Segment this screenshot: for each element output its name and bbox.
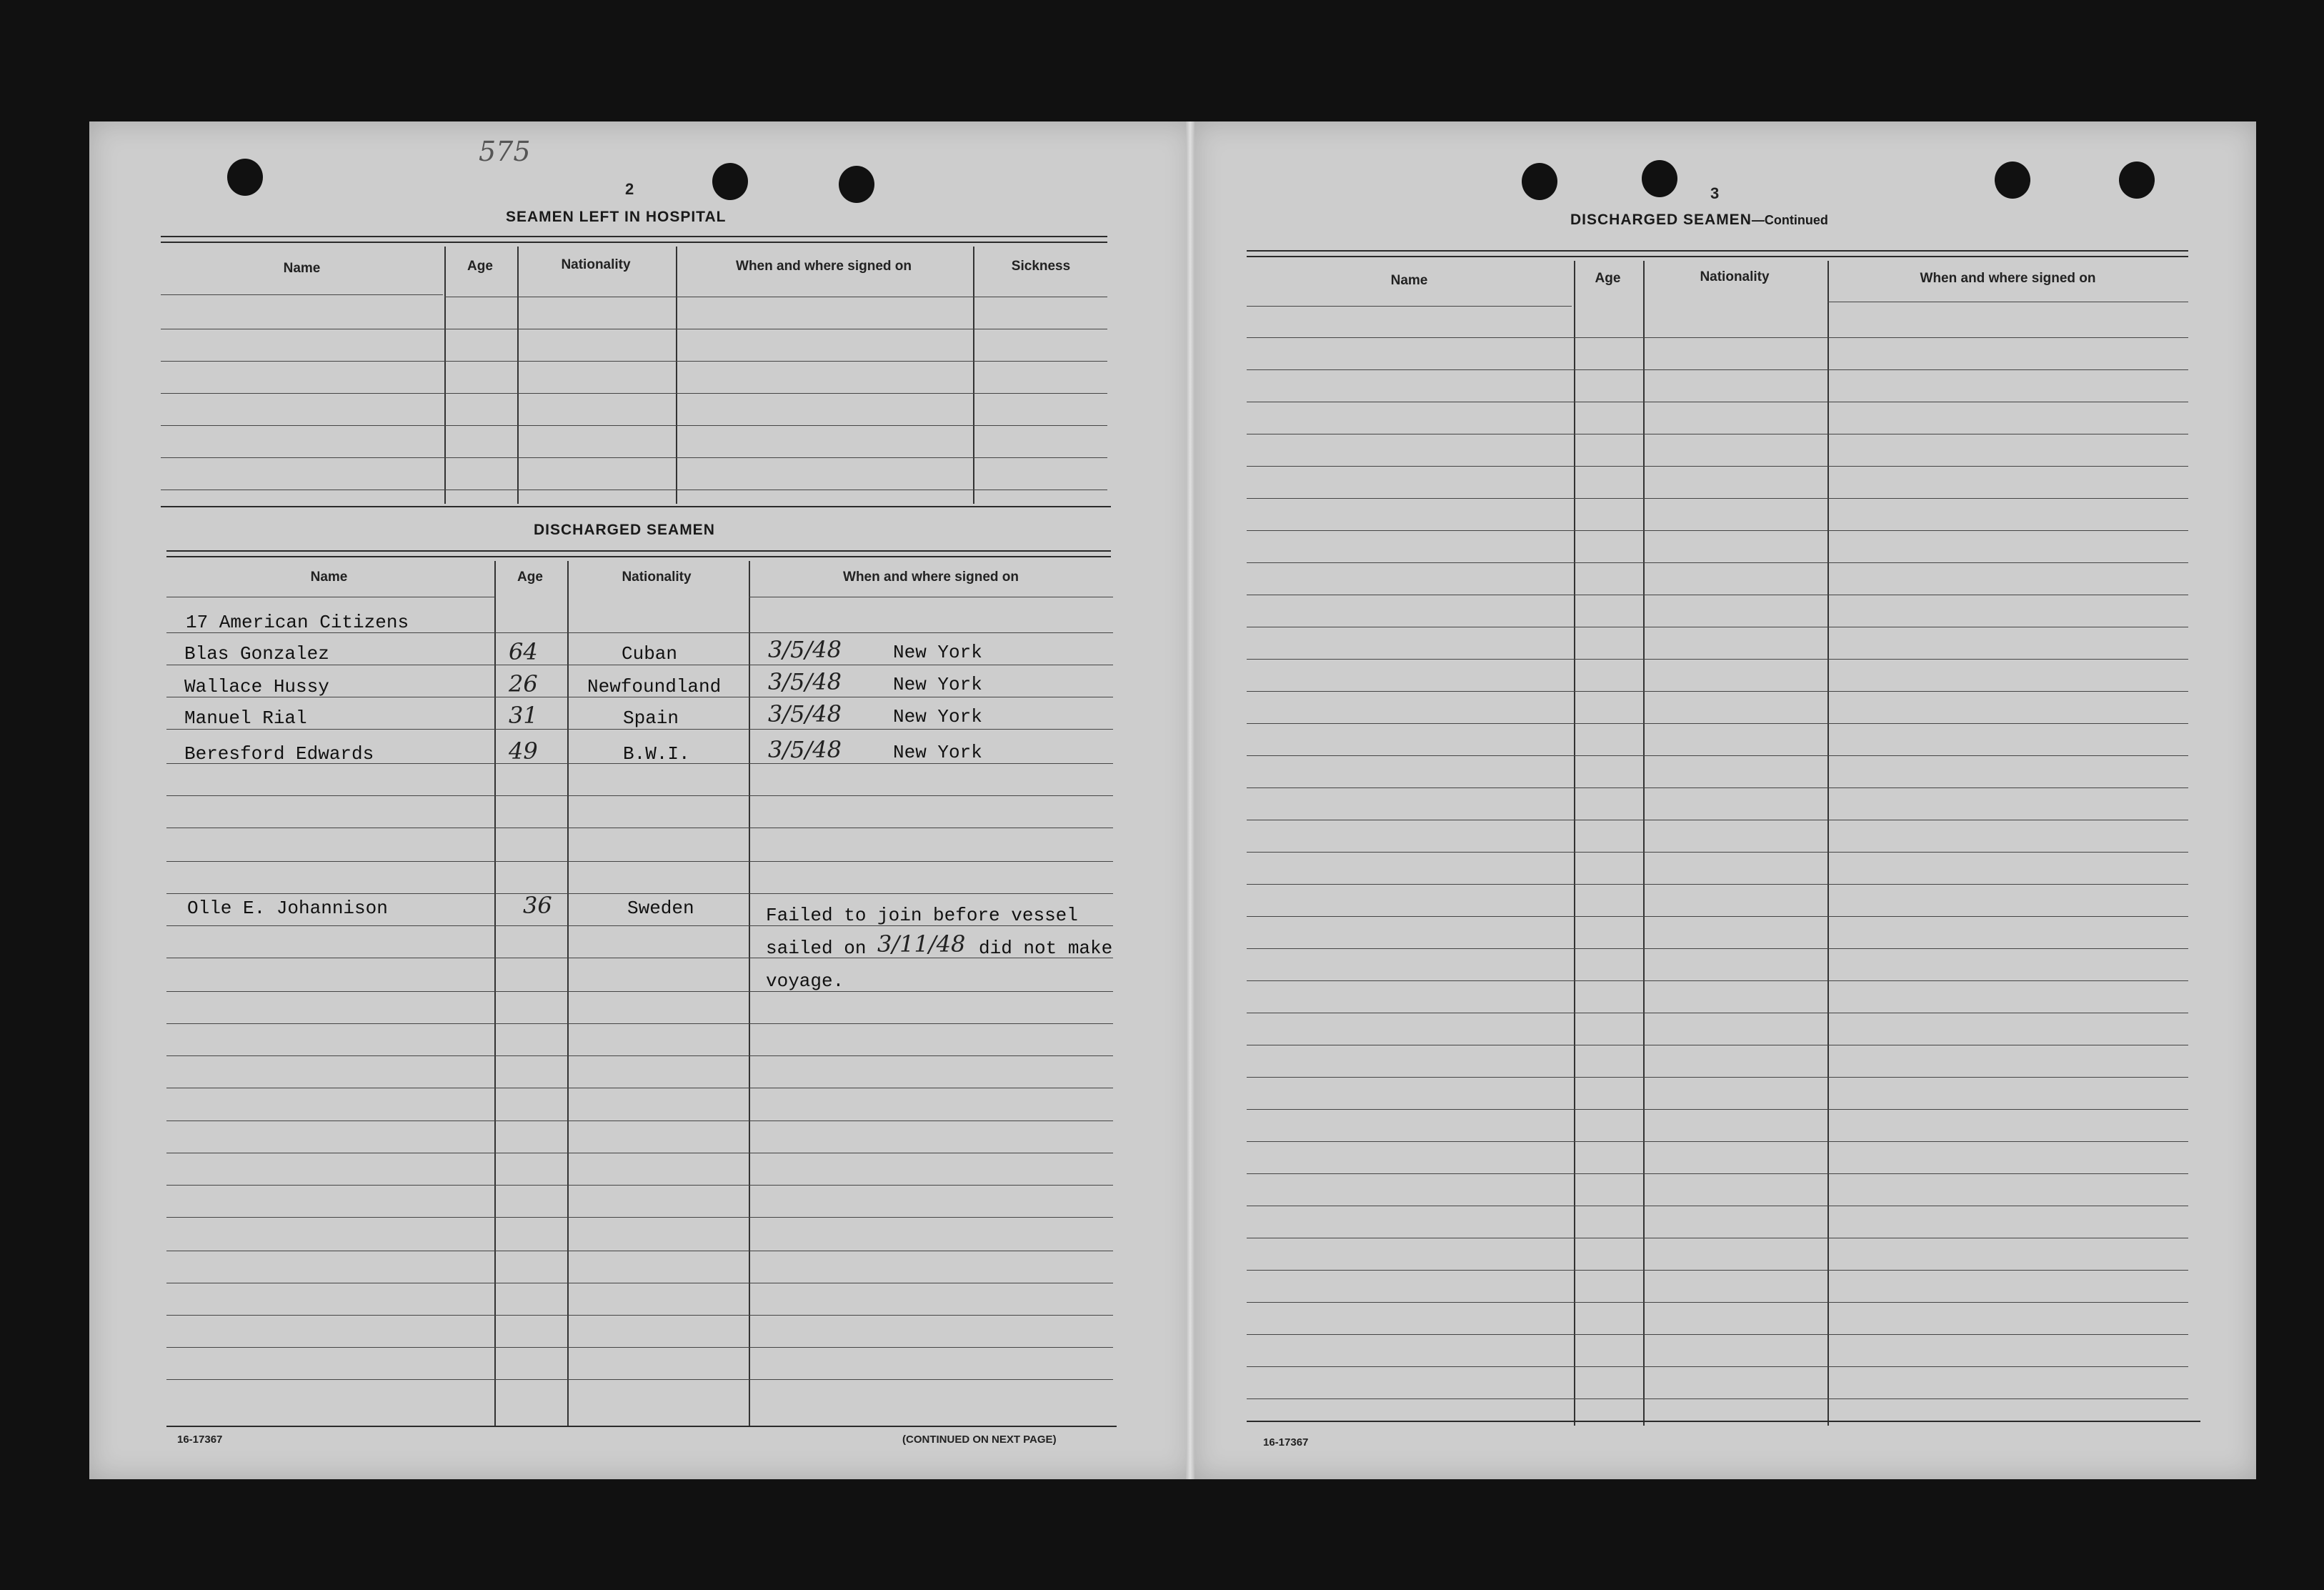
seaman-age: 49: [509, 737, 538, 765]
seaman-nationality: B.W.I.: [623, 743, 690, 765]
punch-hole: [227, 159, 263, 196]
page-number: 2: [625, 180, 634, 198]
remark-line-2-date: 3/11/48: [877, 930, 966, 958]
seaman-name: Olle E. Johannison: [187, 898, 388, 919]
seaman-name: Manuel Rial: [184, 707, 307, 729]
signed-date: 3/5/48: [768, 636, 842, 663]
header-nationality: Nationality: [561, 257, 631, 272]
section-title-hospital: SEAMEN LEFT IN HOSPITAL: [506, 209, 727, 225]
seaman-age: 64: [509, 638, 538, 665]
title-continued: —Continued: [1751, 213, 1828, 227]
header-name: Name: [1390, 273, 1428, 288]
header-nationality: Nationality: [1700, 269, 1770, 284]
continued-note: (CONTINUED ON NEXT PAGE): [902, 1434, 1057, 1446]
punch-hole: [1995, 162, 2030, 199]
header-age: Age: [517, 570, 543, 585]
header-signed: When and where signed on: [1920, 271, 2096, 286]
form-number: 16-17367: [177, 1434, 223, 1446]
seaman-age: 36: [523, 892, 552, 919]
seaman-nationality: Cuban: [622, 643, 678, 665]
signed-date: 3/5/48: [768, 668, 842, 695]
punch-hole: [712, 163, 748, 200]
remark-line-2-prefix: sailed on: [766, 938, 867, 959]
seaman-name: Beresford Edwards: [184, 743, 374, 765]
seaman-age: 26: [509, 670, 538, 697]
note-citizens: 17 American Citizens: [186, 612, 409, 633]
seaman-name: Wallace Hussy: [184, 676, 329, 697]
signed-place: New York: [893, 706, 982, 727]
header-name: Name: [283, 261, 321, 276]
section-title-discharged: DISCHARGED SEAMEN: [534, 522, 715, 538]
punch-hole: [1642, 160, 1677, 197]
header-signed: When and where signed on: [843, 570, 1019, 585]
page-number: 3: [1710, 184, 1720, 202]
seaman-name: Blas Gonzalez: [184, 643, 329, 665]
signed-place: New York: [893, 642, 982, 663]
remark-line-3: voyage.: [766, 970, 844, 992]
seaman-nationality: Sweden: [627, 898, 694, 919]
punch-hole: [839, 166, 874, 203]
signed-place: New York: [893, 674, 982, 695]
right-page: [1193, 121, 2256, 1479]
seaman-nationality: Newfoundland: [587, 676, 722, 697]
punch-hole: [2119, 162, 2155, 199]
header-nationality: Nationality: [622, 570, 692, 585]
seaman-nationality: Spain: [623, 707, 679, 729]
header-name: Name: [310, 570, 348, 585]
header-age: Age: [467, 259, 493, 274]
header-signed: When and where signed on: [736, 259, 912, 274]
signed-place: New York: [893, 742, 982, 763]
left-page: [89, 121, 1193, 1479]
page-fold: [1186, 121, 1195, 1479]
seaman-age: 31: [509, 702, 538, 729]
punch-hole: [1522, 163, 1557, 200]
signed-date: 3/5/48: [768, 736, 842, 763]
header-age: Age: [1595, 271, 1621, 286]
header-sickness: Sickness: [1011, 259, 1071, 274]
section-title-discharged-continued: [1570, 212, 1828, 229]
remark-line-2-suffix: did not make: [979, 938, 1113, 959]
remark-line-1: Failed to join before vessel: [766, 905, 1078, 926]
handwritten-annotation: 575: [479, 136, 531, 167]
form-number: 16-17367: [1263, 1436, 1309, 1449]
title-main: DISCHARGED SEAMEN: [1570, 212, 1752, 228]
signed-date: 3/5/48: [768, 700, 842, 727]
